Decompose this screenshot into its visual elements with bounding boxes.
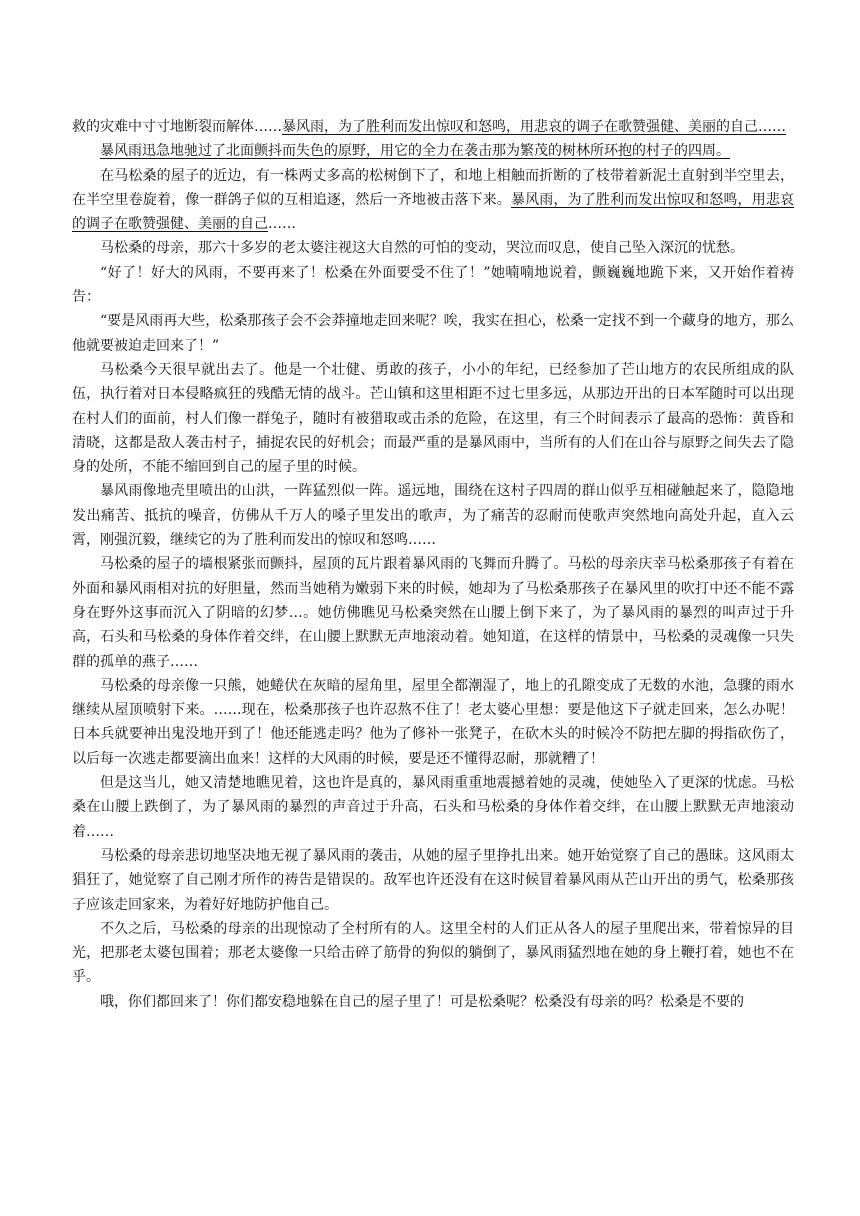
paragraph xyxy=(72,479,794,552)
paragraph xyxy=(72,990,794,1014)
paragraph xyxy=(72,844,794,917)
text-segment: …… xyxy=(268,216,296,233)
paragraph xyxy=(72,115,794,139)
paragraph xyxy=(72,358,794,479)
text-segment: 暴风雨像地壳里喷出的山洪，一阵猛烈似一阵。遥远地，围绕在这村子四周的群山似乎互相碰触起来了，隐隐地发出痛苦、抵抗的噪音，仿佛从千万人的嗓子里发出的歌声，为了痛苦的忍耐而使歌声突然地向高处升起，直入云霄，刚强沉毅，继续它的为了胜利而发出的惊叹和怒鸣…… xyxy=(72,483,794,549)
text-segment: 不久之后，马松桑的母亲的出现惊动了全村所有的人。这里全村的人们正从各人的屋子里爬出来，带着惊异的目光，把那老太婆包围着；那老太婆像一只给击碎了筋骨的狗似的躺倒了，暴风雨猛烈地在她的身上鞭打着，她也不在乎。 xyxy=(72,920,794,986)
paragraph xyxy=(72,674,794,771)
text-segment: 马松桑今天很早就出去了。他是一个壮健、勇敢的孩子，小小的年纪，已经参加了芒山地方的农民所组成的队伍，执行着对日本侵略疯狂的残酷无情的战斗。芒山镇和这里相距不过七里多远，从那边开出的日本军随时可以出现在村人们的面前，村人们像一群兔子，随时有被猎取或击杀的危险，在这里，有三个时间表示了最高的恐怖：黄昏和清晓，这都是敌人袭击村子，捕捉农民的好机会；而最严重的是暴风雨中，当所有的人们在山谷与原野之间失去了隐身的处所，不能不缩回到自己的屋子里的时候。 xyxy=(72,361,794,476)
document-page xyxy=(72,115,794,1014)
text-segment: 在马松桑的屋子的近边，有一株两丈多高的松树倒下了，和地上相触而折断的了枝带着新泥土直射到半空里去，在半空里卷旋着，像一群鸽子似的互相追逐，然后一齐地被击落下来。 xyxy=(72,167,794,208)
paragraph xyxy=(72,164,794,237)
paragraph xyxy=(72,139,794,163)
paragraph xyxy=(72,261,794,310)
underlined-text: 暴风雨，为了胜利而发出惊叹和怒鸣，用悲哀的调子在歌赞强健、美丽的自己 xyxy=(72,191,795,233)
underlined-text: 暴风雨迅急地驰过了北面颤抖而失色的原野，用它的全力在袭击那为繁茂的树林所环抱的村子的四周。 xyxy=(100,143,730,160)
text-segment: 马松桑的母亲悲切地坚决地无视了暴风雨的袭击，从她的屋子里挣扎出来。她开始觉察了自己的愚昧。这风雨太猖狂了，她觉察了自己刚才所作的祷告是错误的。敌军也许还没有在这时候冒着暴风雨从芒山开出的勇气，松桑那孩子应该走回家来，为着好好地防护他自己。 xyxy=(72,847,794,913)
paragraph xyxy=(72,771,794,844)
text-segment: 救的灾难中寸寸地断裂而解体…… xyxy=(72,119,282,135)
paragraph xyxy=(72,236,794,260)
paragraph xyxy=(72,309,794,358)
text-segment: 但是这当儿，她又清楚地瞧见着，这也许是真的，暴风雨重重地震撼着她的灵魂，使她坠入了更深的忧虑。马松桑在山腰上跌倒了，为了暴风雨的暴烈的声音过于升高，石头和马松桑的身体作着交绊，在山腰上默默无声地滚动着…… xyxy=(72,775,794,840)
text-segment: “要是风雨再大些，松桑那孩子会不会莽撞地走回来呢？唉，我实在担心，松桑一定找不到一个藏身的地方，那么他就要被迫走回来了！” xyxy=(72,313,794,354)
text-segment: “好了！好大的风雨，不要再来了！松桑在外面要受不住了！”她喃喃地说着，颤巍巍地跪下来，又开始作着祷告： xyxy=(72,264,794,306)
text-segment: 马松桑的母亲，那六十多岁的老太婆注视这大自然的可怕的变动，哭泣而叹息，使自己坠入深沉的忧愁。 xyxy=(100,240,744,257)
paragraph xyxy=(72,552,794,673)
paragraph xyxy=(72,917,794,990)
underlined-text: 暴风雨，为了胜利而发出惊叹和怒鸣，用悲哀的调子在歌赞强健、美丽的自己…… xyxy=(282,119,786,135)
text-segment: 马松桑的屋子的墙根紧张而颤抖，屋顶的瓦片跟着暴风雨的飞舞而升腾了。马松的母亲庆幸马松桑那孩子有着在外面和暴风雨相对抗的好胆量，然而当她稍为嫩弱下来的时候，她却为了马松桑那孩子在暴风里的吹打中还不能不露身在野外这事而沉入了阴暗的幻梦…。她仿佛瞧见马松桑突然在山腰上倒下来了，为了暴风雨的暴烈的叫声过于升高，石头和马松桑的身体作着交绊，在山腰上默默无声地滚动着。她知道，在这样的情景中，马松桑的灵魂像一只失群的孤单的燕子…… xyxy=(72,556,794,670)
text-segment: 哦，你们都回来了！你们都安稳地躲在自己的屋子里了！可是松桑呢？松桑没有母亲的吗？松桑是不要的 xyxy=(100,993,744,1010)
text-segment: 马松桑的母亲像一只熊，她蜷伏在灰暗的屋角里，屋里全都潮湿了，地上的孔隙变成了无数的水池，急骤的雨水继续从屋顶喷射下来。……现在，松桑那孩子也许忍熬不住了！老太婆心里想：要是他这下子就走回来，怎么办呢！日本兵就要神出鬼没地开到了！他还能逃走吗？他为了修补一张凳子，在砍木头的时候冷不防把左脚的拇指砍伤了，以后每一次逃走都要滴出血来！这样的大风雨的时候，要是还不懂得忍耐，那就糟了！ xyxy=(72,677,794,767)
